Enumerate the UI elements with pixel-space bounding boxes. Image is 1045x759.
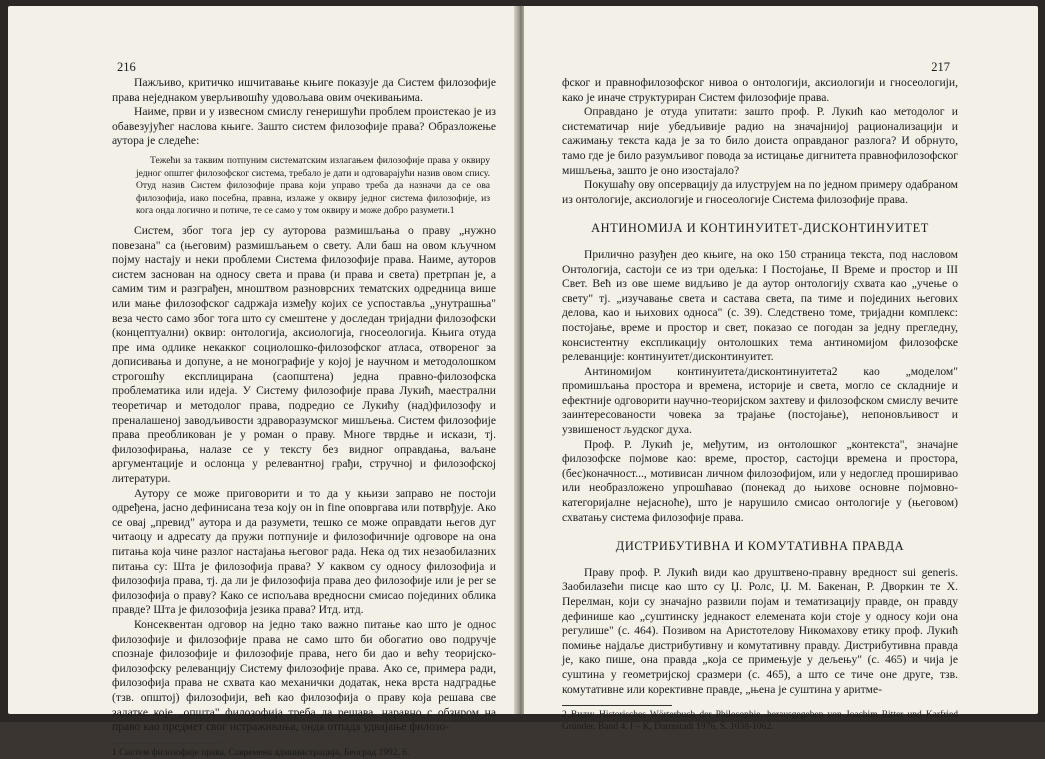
footnote-rule bbox=[112, 743, 222, 744]
paragraph: Консеквентан одговор на једно тако важно питање као што је однос филозофије и филозофије права не само што би обогатио ово подручје спознаје филозофије и филозофије права, него би дао и већу теоријско-филозофску релеванцију Систему филозофије права. Ако се, примера ради, филозофија права не схвата као механички додатак, нека врста надградње (тзв. општој) филозофији, већ као филозофија о праву која решава све задатке које „општа" филозофија треба да решава, наравно с обзиром на право као предмет свог истраживања, онда отпада удвајање филозо- bbox=[112, 617, 496, 734]
section-heading: ДИСТРИБУТИВНА И КОМУТАТИВНА ПРАВДА bbox=[615, 539, 905, 554]
block-quote bbox=[136, 155, 490, 218]
page-number-left: 216 bbox=[117, 60, 136, 74]
paragraph: Покушаћу ову опсервацију да илуструјем на по једном примеру одабраном из онтологије, аксиологије и гносеологије Система филозофије права. bbox=[562, 178, 958, 206]
paragraph: Праву проф. Р. Лукић види као друштвено-правну вредност sui generis. Заобилазећи писце као што су Џ. Ролс, Џ. М. Бакенан, Р. Дворкин те Х. Перелман, који су значајно развили појам и тематизацију правде, он правду дефинише као „суштинску једнакост елемената који стоје у односу који она регулише" (с. 464). Позивом на Аристотелову Никомахову етику проф. Лукић помиње најдаље дистрибутивну и комутативну правду. Дистрибутивна правда је, како пише, она правда „која се примењује у дељењу" (с. 465) и чија је суштина у геометријској сразмери (с. 465), а што се тиче оне друге, тзв. комутативне или корективне правде, „њена је суштина у аритме- bbox=[562, 565, 958, 696]
right-page bbox=[524, 6, 1038, 733]
paragraph: фског и правнофилозофског нивоа о онтологији, аксиологији и гносеологији, како је иначе структуриран Систем филозофије права. bbox=[562, 76, 958, 104]
left-body bbox=[112, 76, 496, 759]
paragraph: Антиномијом континуитета/дисконтинуитета2 као „моделом" промишљања простора и времена, историје и света, могло се складније и ефектније одговорити научно-теоријском захтеву и филозофском смислу вечите заинтересованости човека за трајање (постојање), непоновљивост и узвишеност људског духа. bbox=[562, 364, 958, 437]
left-page bbox=[8, 6, 518, 758]
paragraph: Прилично разуђен део књиге, на око 150 страница текста, под насловом Онтологија, састоји се из три одељка: I Постојање, II Време и простор и III Свет. Већ из ове шеме видљиво је да аутор онтологију схвата као „учење о свету" тј. „изучавање света и састава света, па тиме и појединих његових делова, као и њихових односа" (с. 39). Следствено томе, тријадни комплекс: постојање, време и простор и свет, показао се погодан за једну прегледну, консистентну експликацију онтолошких тема антиномијом филозофске релеванције: континуитет/дисконтинуитет. bbox=[562, 247, 958, 364]
paragraph: Оправдано је отуда упитати: зашто проф. Р. Лукић као методолог и систематичар није убедљивије радио на значајнијој рационализацији и сажимању текста када је за то било доиста оправданог разлога? И обрнуто, тамо где је било разумљивог повода за истицање дигнитета правнофилозофског мишљења, зашто је оно изостајало? bbox=[562, 105, 958, 177]
footnote: 2 Види: Historisches Wörterbuch der Philosophie, herausgegeben von Joachim Ritter und Karfried Gründer, Band 4, I – K, Darmstadt 1976, S. 1038-1062. bbox=[562, 710, 958, 733]
right-body bbox=[562, 76, 958, 733]
paragraph: Аутору се може приговорити и то да у књизи заправо не постоји одређена, јасно дефинисана теза коју он in fine оповргава или потврђује. Ако се овај „превид" аутора и да разумети, тешко се може оправдати његов дуг читаоцу и адресату да пружи потпуније и филозофичније одговоре на она питања која чине разлог настајања његовог рада. Нека од тих незаобилазних питања су: Шта је филозофија права? У каквом су односу филозофија и филозофија права, тј. да ли је филозофија права део филозофије или је per se филозофија о праву? Како се испољава вредносни смисао појединих облика правде? Шта је филозофија језика права? Итд. итд. bbox=[112, 486, 496, 617]
footnote-rule bbox=[562, 705, 672, 706]
paragraph: Проф. Р. Лукић је, међутим, из онтолошког „контекста", значајне филозофске појмове као: време, простор, састојци времена и простора, (бес)коначност..., мотивисан личном филозофијом, или у недоглед проширивао или необразложено упрошћавао (понекад до њихове основне појмовно-категоријалне нејасноће), што је нарушило смисао онтологије у (његовом) схватању система филозофије права. bbox=[562, 437, 958, 524]
paragraph: Пажљиво, критичко ишчитавање књиге показује да Систем филозофије права неједнаком уверљивошћу удовољава овим очекивањима. bbox=[112, 76, 496, 104]
paragraph: Систем, због тога јер су ауторова размишљања о праву „нужно повезана" са (његовим) размишљањем о свету. Али баш на овом кључном појму настају и неки проблеми Система филозофије права. Наиме, ауторов систем заснован на односу света и права (и права и света) претрпан је, а самим тим и разграђен, мноштвом разноврсних тематских одредница више или мање филозофског садржаја између којих се успоставља „унутрашња" веза често само због тога што су смештене у доследан тријадни филозофски (концептуални) оквир: онтологија, аксиологија, гносеологија. Књига отуда пре има одлике некакког социолошко-филозофског атласа, отвореног за дописивања и допуне, а не монографије у којој је научном и методолошком строгошћу експлицирана (саопштена) једна правно-филозофска проблематика или идеја. У Систему филозофије права Лукић, маестрални теоретичар и методолог права, подредио се Лукићу (над)филозофу и преналашеној заводљивости здраворазумског мишљења. Систем филозофије права преобликован је у роман о праву. Многе тврдње и искази, тј. филозофирања, налазе се у тексту без видног оправдања, ваљане аргументације и ослонца у релевантној грађи, стручној и филозофској литератури. bbox=[112, 223, 496, 486]
footnote: 1 Систем филозофије права, Савремена администрација, Београд 1992, 6. bbox=[112, 747, 410, 758]
quote-text: Тежећи за таквим потпуним систематским излагањем филозофије права у оквиру једног општег филозофског система, требало је дати и одговарајући назив овом спису. Отуд назив Систем филозофије права који управо треба да назначи да се ова филозофија, иако посебна, правна, излаже у оквиру једног система филозофије, из кога онда логично и потиче, те се само у том оквиру и може добро разумети.1 bbox=[136, 154, 490, 217]
page-number-right: 217 bbox=[931, 60, 950, 74]
section-heading: АНТИНОМИЈА И КОНТИНУИТЕТ-ДИСКОНТИНУИТЕТ bbox=[591, 221, 929, 236]
paragraph: Наиме, први и у извесном смислу генеришући проблем проистекао је из обавезујућег наслова књиге. Зашто систем филозофије права? Образложење аутора је следеће: bbox=[112, 105, 496, 148]
